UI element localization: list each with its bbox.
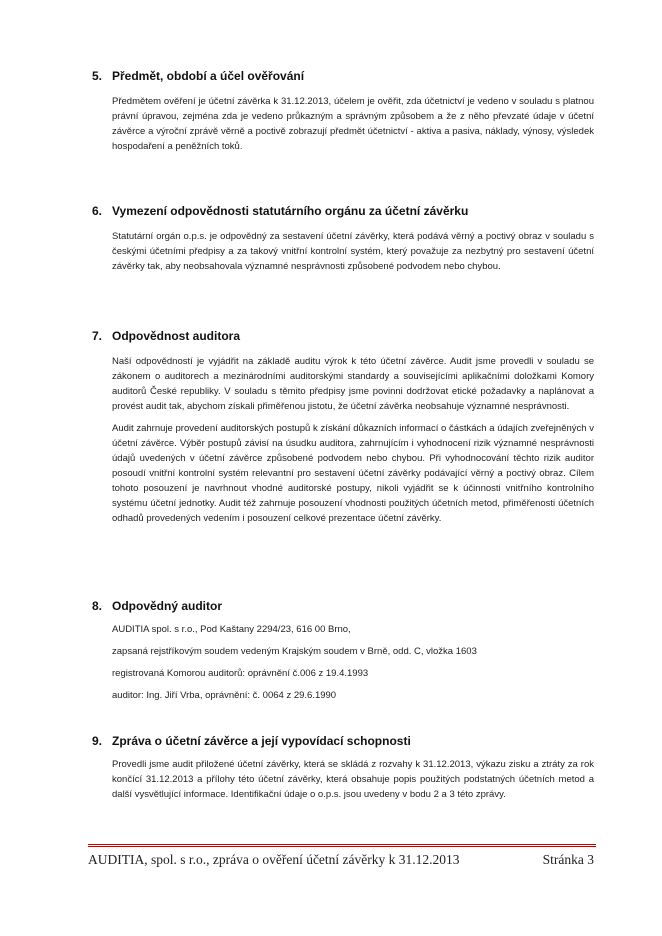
section-9 [92,733,594,809]
section-number: 8. [92,599,103,613]
section-number: 9. [92,734,103,748]
paragraph: Naší odpovědností je vyjádřit na základě auditu výrok k této účetní závěrce. Audit jsme provedli v souladu se zákonem o auditorech a mezinárodními auditorskými standardy a souvisejícími aplikačními doložkami Komory auditorů České republiky. V souladu s těmito předpisy jsme povinni dodržovat etické požadavky a naplánovat a provést audit tak, abychom získali přiměřenou jistotu, že účetní závěrka neobsahuje významné nesprávnosti. [112,356,594,412]
footer-page-number: Stránka 3 [542,852,594,867]
section-title: Předmět, období a účel ověřování [112,69,305,83]
section-7 [92,328,594,533]
section-8 [92,598,594,710]
section-5 [92,68,594,161]
paragraph: Předmětem ověření je účetní závěrka k 31.12.2013, účelem je ověřit, zda účetnictví je vedeno v souladu s platnou právní úpravou, zejména zda je vedeno průkazným a správným způsobem a že z něho převzaté údaje v účetní závěrce a výroční zprávě věrně a poctivě zobrazují předmět účetnictví - aktiva a pasiva, náklady, výnosy, výsledek hospodaření a peněžních toků. [112,96,594,152]
section-number: 5. [92,69,103,83]
section-title: Odpovědný auditor [112,599,223,613]
section-body [112,757,594,802]
section-title: Vymezení odpovědnosti statutárního orgánu za účetní závěrku [112,204,469,218]
section-title: Odpovědnost auditora [112,329,241,343]
auditor-address: AUDITIA spol. s r.o., Pod Kaštany 2294/23, 616 00 Brno, [112,624,351,635]
section-title: Zpráva o účetní závěrce a její vypovídací schopnosti [112,734,411,748]
section-heading [92,733,594,749]
auditor-name: auditor: Ing. Jiří Vrba, oprávnění: č. 0064 z 29.6.1990 [112,690,337,701]
paragraph: Statutární orgán o.p.s. je odpovědný za sestavení účetní závěrky, která podává věrný a poctivý obraz v souladu s českými účetními předpisy a za takový vnitřní kontrolní systém, který považuje za nezbytný pro sestavení účetní závěrky tak, aby neobsahovala významné nesprávnosti způsobené podvodem nebo chybou. [112,231,594,272]
section-heading [92,203,594,219]
section-body [112,94,594,154]
section-body [112,354,594,526]
section-number: 7. [92,329,103,343]
footer-divider [88,844,596,845]
paragraph: Audit zahrnuje provedení auditorských postupů k získání důkazních informací o částkách a údajích zveřejněných v účetní závěrce. Výběr postupů závisí na úsudku auditora, zahrnujícím i vyhodnocení rizik významné nesprávnosti údajů uvedených v účetní závěrce způsobené podvodem nebo chybou. Při vyhodnocování těchto rizik auditor posoudí vnitřní kontrolní systém relevantní pro sestavení účetní závěrky podávající věrný a poctivý obraz. Cílem tohoto posouzení je navrhnout vhodné auditorské postupy, nikoli vyjádřit se k účinnosti vnitřního kontrolního systému účetní jednotky. Audit též zahrnuje posouzení vhodnosti použitých účetních metod, přiměřenosti účetních odhadů provedených vedením i posouzení celkové prezentace účetní závěrky. [112,423,594,524]
footer-divider [88,846,596,847]
paragraph: Provedli jsme audit přiložené účetní závěrky, která se skládá z rozvahy k 31.12.2013, výkazu zisku a ztráty za rok končící 31.12.2013 a přílohy této účetní závěrky, která obsahuje popis použitých podstatných účetních metod a další vysvětlující informace. Identifikační údaje o o.p.s. jsou uvedeny v bodu 2 a 3 této zprávy. [112,759,594,800]
section-body [112,622,594,703]
section-heading [92,68,594,84]
section-heading [92,598,594,614]
auditor-license: registrovaná Komorou auditorů: oprávnění č.006 z 19.4.1993 [112,668,369,679]
section-number: 6. [92,204,103,218]
section-heading [92,328,594,344]
section-6 [92,203,594,281]
section-body [112,229,594,274]
footer-document-title: AUDITIA, spol. s r.o., zpráva o ověření účetní závěrky k 31.12.2013 [88,852,460,867]
auditor-registry: zapsaná rejstříkovým soudem vedeným Krajským soudem v Brně, odd. C, vložka 1603 [112,646,477,657]
